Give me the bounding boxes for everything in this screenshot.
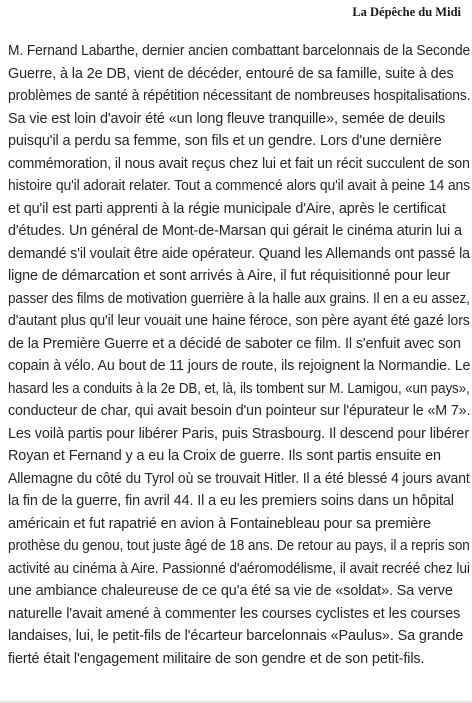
article-line: demandé s'il voulait être aide opérateur. Quand les Allemands ont passé la — [8, 245, 470, 262]
article-line: d'autant plus qu'il leur vouait une haine féroce, son père ayant été gazé lors — [8, 313, 470, 329]
article-line: une ambiance chaleureuse de ce qu'a été sa vie de «soldat». Sa verve — [8, 583, 453, 599]
article-line: conducteur de char, qui avait besoin d'un pointeur sur l'épurateur le «M 7». — [8, 403, 471, 419]
article-line: M. Fernand Labarthe, dernier ancien combattant barcelonnais de la Seconde — [8, 43, 471, 59]
article-line: ligne de démarcation et sont arrivés à Aire, il fut réquisitionné pour leur — [8, 268, 451, 284]
article-line: d'études. Un général de Mont-de-Marsan qui gérait le cinéma aturin lui a — [8, 223, 462, 239]
article-line: commémoration, il nous avait reçus chez lui et fait un récit succulent de son — [8, 155, 470, 172]
article-line: Guerre, à la 2e DB, vient de décéder, entouré de sa famille, suite à des — [8, 65, 454, 82]
article-line: de la Première Guerre et a décidé de saboter ce film. Il s'enfuit avec son — [8, 335, 461, 352]
article-line: problèmes de santé à répétition nécessitant de nombreuses hospitalisations. — [8, 88, 471, 104]
newspaper-masthead: La Dépêche du Midi — [352, 5, 461, 19]
article-line: prothèse du genou, tout juste âgé de 18 ans. De retour au pays, il a repris son — [8, 538, 470, 554]
article-line: et qu'il est parti apprenti à la régie municipale d'Aire, après le certificat — [8, 200, 446, 217]
article-body — [8, 40, 470, 670]
article-line: passer des films de motivation guerrière à la halle aux grains. Il en a eu assez, — [8, 290, 470, 307]
article-line: Allemagne du côté du Tyrol où se trouvait Hitler. Il a été blessé 4 jours avant — [8, 470, 470, 487]
article-line: Les voilà partis pour libérer Paris, puis Strasbourg. Il descend pour libérer — [8, 425, 470, 442]
article-line: hasard les a conduits à la 2e DB, et, là, ils tombent sur M. Lamigou, «un pays», — [8, 380, 470, 397]
article-line: américain et fut rapatrié en avion à Fontainebleau pour sa première — [8, 515, 431, 532]
article-line: histoire qu'il adorait relater. Tout a commencé alors qu'il avait à peine 14 ans — [8, 178, 470, 194]
article-line: fierté était l'engagement militaire de son gendre et de son petit-fils. — [8, 650, 425, 667]
article-line: la fin de la guerre, fin avril 44. Il a eu les premiers soins dans un hôpital — [8, 493, 454, 509]
article-line: landaises, lui, le petit-fils de l'écarteur barcelonnais «Paulus». Sa grande — [8, 628, 464, 644]
article-line: puisqu'il a perdu sa femme, son fils et un gendre. Lors d'une dernière — [8, 133, 442, 149]
article-line: Sa vie est loin d'avoir été «un long fleuve tranquille», semée de deuils — [8, 110, 446, 127]
article-line: Royan et Fernand y a eu la Croix de guerre. Ils sont partis ensuite en — [8, 448, 441, 464]
article-line: naturelle l'avait amené à commenter les courses cyclistes et les courses — [8, 605, 461, 622]
article-line: copain à vélo. Au bout de 11 jours de route, ils rejoignent la Normandie. Le — [8, 358, 471, 374]
article-line: activité au cinéma à Aire. Passionné d'aéromodélisme, il avait recréé chez lui — [8, 560, 470, 577]
